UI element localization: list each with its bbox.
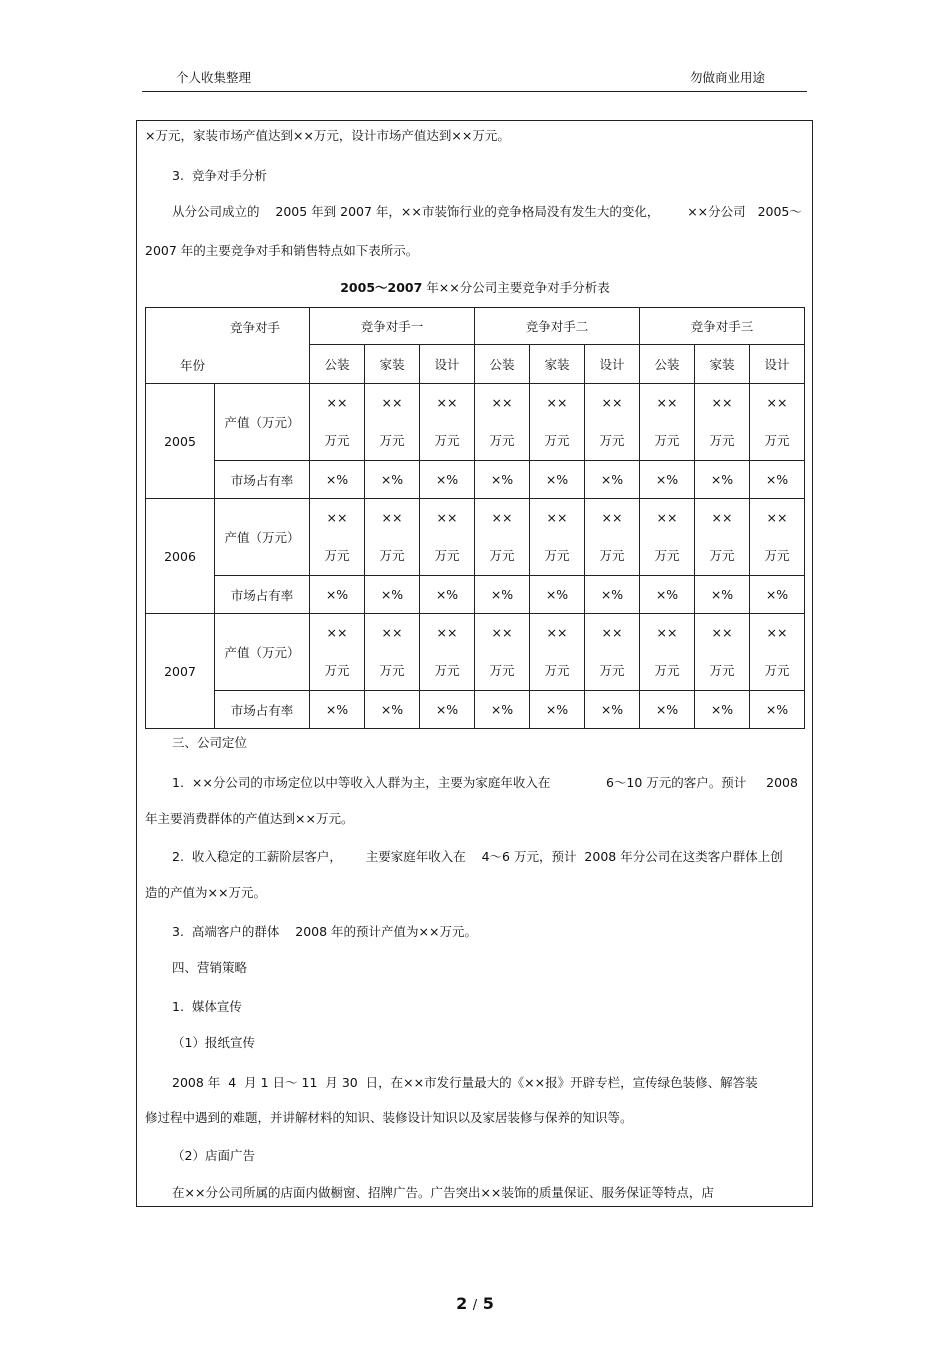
competitor-header: 竞争对手三	[640, 308, 805, 345]
value-placeholder: ××	[326, 510, 348, 525]
page-separator: /	[472, 1298, 478, 1313]
value-unit: 万元	[489, 663, 515, 678]
value-placeholder: ××	[546, 625, 568, 640]
row-label-value: 产值（万元）	[215, 384, 310, 461]
subheading-newspaper: （1）报纸宣传	[172, 1035, 255, 1050]
header-rule	[142, 91, 807, 92]
section-heading-marketing: 四、营销策略	[172, 960, 248, 975]
section-heading-positioning: 三、公司定位	[172, 735, 248, 750]
value-cell	[640, 384, 695, 461]
year-cell: 2006	[146, 499, 215, 614]
value-cell	[310, 384, 365, 461]
value-cell	[695, 384, 750, 461]
share-cell: ×%	[585, 461, 640, 499]
value-row	[146, 384, 805, 461]
corner-competitor-label: 竞争对手	[230, 320, 281, 335]
share-cell: ×%	[310, 691, 365, 729]
value-placeholder: ××	[711, 395, 733, 410]
total-pages: 5	[482, 1294, 494, 1313]
value-cell	[585, 499, 640, 576]
share-cell: ×%	[530, 461, 585, 499]
current-page: 2	[456, 1294, 468, 1313]
value-unit: 万元	[764, 433, 790, 448]
value-unit: 万元	[709, 433, 735, 448]
value-placeholder: ××	[766, 510, 788, 525]
share-cell: ×%	[585, 691, 640, 729]
share-cell: ×%	[475, 691, 530, 729]
share-row	[146, 576, 805, 614]
value-unit: 万元	[599, 548, 625, 563]
value-placeholder: ××	[381, 510, 403, 525]
share-cell: ×%	[365, 461, 420, 499]
share-cell: ×%	[365, 576, 420, 614]
value-unit: 万元	[599, 433, 625, 448]
value-unit: 万元	[544, 433, 570, 448]
competitor-header: 竞争对手一	[310, 308, 475, 345]
value-placeholder: ××	[436, 625, 458, 640]
value-row	[146, 614, 805, 691]
row-label-share: 市场占有率	[215, 691, 310, 729]
value-placeholder: ××	[491, 625, 513, 640]
value-unit: 万元	[544, 548, 570, 563]
paragraph-line: 2007 年的主要竞争对手和销售特点如下表所示。	[145, 243, 419, 258]
value-unit: 万元	[379, 663, 405, 678]
paragraph-line: 3. 高端客户的群体 2008 年的预计产值为××万元。	[172, 924, 477, 939]
share-cell: ×%	[695, 576, 750, 614]
share-cell: ×%	[640, 576, 695, 614]
table-corner-header	[146, 308, 310, 384]
value-placeholder: ××	[766, 395, 788, 410]
value-placeholder: ××	[436, 395, 458, 410]
value-unit: 万元	[654, 663, 680, 678]
subcol-header: 设计	[585, 345, 640, 384]
value-placeholder: ××	[711, 510, 733, 525]
value-cell	[420, 384, 475, 461]
value-placeholder: ××	[546, 395, 568, 410]
value-cell	[750, 499, 805, 576]
subcol-header: 家装	[530, 345, 585, 384]
share-cell: ×%	[585, 576, 640, 614]
value-unit: 万元	[489, 433, 515, 448]
value-placeholder: ××	[381, 395, 403, 410]
paragraph-line: 2. 收入稳定的工薪阶层客户， 主要家庭年收入在 4～6 万元，预计 2008 年分公司在这类客户群体上创	[172, 849, 783, 864]
corner-year-label: 年份	[180, 358, 206, 373]
value-unit: 万元	[324, 433, 350, 448]
share-cell: ×%	[420, 576, 475, 614]
value-placeholder: ××	[491, 510, 513, 525]
value-placeholder: ××	[656, 625, 678, 640]
value-unit: 万元	[489, 548, 515, 563]
section-heading-competitor-analysis: 3. 竞争对手分析	[172, 168, 267, 183]
value-unit: 万元	[764, 548, 790, 563]
value-placeholder: ××	[601, 625, 623, 640]
share-cell: ×%	[695, 691, 750, 729]
value-placeholder: ××	[656, 510, 678, 525]
row-label-share: 市场占有率	[215, 461, 310, 499]
value-cell	[640, 614, 695, 691]
value-cell	[420, 614, 475, 691]
paragraph-line: 年主要消费群体的产值达到××万元。	[145, 811, 354, 826]
table-title-text: 年××分公司主要竞争对手分析表	[422, 280, 610, 295]
value-cell	[530, 384, 585, 461]
value-cell	[310, 499, 365, 576]
value-placeholder: ××	[381, 625, 403, 640]
subheading-media: 1. 媒体宣传	[172, 999, 242, 1014]
row-label-value: 产值（万元）	[215, 499, 310, 576]
value-placeholder: ××	[601, 510, 623, 525]
paragraph-line: 在××分公司所属的店面内做橱窗、招牌广告。广告突出××装饰的质量保证、服务保证等特点，店	[172, 1185, 714, 1200]
value-cell	[365, 499, 420, 576]
value-placeholder: ××	[546, 510, 568, 525]
share-cell: ×%	[475, 576, 530, 614]
value-unit: 万元	[544, 663, 570, 678]
value-unit: 万元	[599, 663, 625, 678]
value-cell	[475, 499, 530, 576]
value-unit: 万元	[434, 663, 460, 678]
value-cell	[310, 614, 365, 691]
subcol-header: 公装	[640, 345, 695, 384]
paragraph-continuation: ×万元，家装市场产值达到××万元，设计市场产值达到××万元。	[145, 128, 510, 143]
share-cell: ×%	[640, 691, 695, 729]
paragraph-line: 1. ××分公司的市场定位以中等收入人群为主，主要为家庭年收入在 6～10 万元的客户。预计 2008	[172, 775, 798, 790]
value-cell	[750, 614, 805, 691]
value-placeholder: ××	[491, 395, 513, 410]
subcol-header: 公装	[475, 345, 530, 384]
value-placeholder: ××	[766, 625, 788, 640]
subcol-header: 设计	[750, 345, 805, 384]
value-unit: 万元	[324, 548, 350, 563]
competitor-header: 竞争对手二	[475, 308, 640, 345]
value-placeholder: ××	[711, 625, 733, 640]
share-row	[146, 691, 805, 729]
value-placeholder: ××	[326, 395, 348, 410]
value-cell	[640, 499, 695, 576]
subcol-header: 设计	[420, 345, 475, 384]
value-cell	[695, 499, 750, 576]
subcol-header: 家装	[695, 345, 750, 384]
subheading-store-ads: （2）店面广告	[172, 1148, 255, 1163]
value-cell	[530, 614, 585, 691]
page-number	[0, 1294, 950, 1313]
value-unit: 万元	[434, 548, 460, 563]
share-cell: ×%	[530, 576, 585, 614]
value-placeholder: ××	[601, 395, 623, 410]
share-cell: ×%	[750, 691, 805, 729]
share-cell: ×%	[750, 576, 805, 614]
share-cell: ×%	[695, 461, 750, 499]
paragraph-line: 造的产值为××万元。	[145, 885, 266, 900]
value-row	[146, 499, 805, 576]
share-cell: ×%	[750, 461, 805, 499]
share-cell: ×%	[420, 691, 475, 729]
value-unit: 万元	[654, 433, 680, 448]
year-cell: 2007	[146, 614, 215, 729]
share-cell: ×%	[310, 461, 365, 499]
share-cell: ×%	[475, 461, 530, 499]
value-cell	[585, 384, 640, 461]
value-unit: 万元	[379, 548, 405, 563]
value-unit: 万元	[434, 433, 460, 448]
value-cell	[475, 614, 530, 691]
value-cell	[695, 614, 750, 691]
value-unit: 万元	[654, 548, 680, 563]
paragraph-line: 从分公司成立的 2005 年到 2007 年，××市装饰行业的竞争格局没有发生大的变化， ××分公司 2005～	[172, 204, 802, 219]
value-unit: 万元	[709, 663, 735, 678]
row-label-share: 市场占有率	[215, 576, 310, 614]
value-placeholder: ××	[656, 395, 678, 410]
share-cell: ×%	[640, 461, 695, 499]
competitor-table	[145, 307, 805, 729]
value-unit: 万元	[764, 663, 790, 678]
table-title-years: 2005～2007	[340, 280, 423, 295]
row-label-value: 产值（万元）	[215, 614, 310, 691]
header-left-text: 个人收集整理	[176, 70, 252, 85]
paragraph-line: 2008 年 4 月 1 日～ 11 月 30 日，在××市发行量最大的《××报》开辟专栏，宣传绿色装修、解答装	[172, 1075, 758, 1090]
value-placeholder: ××	[436, 510, 458, 525]
value-placeholder: ××	[326, 625, 348, 640]
year-rows	[146, 384, 805, 729]
value-cell	[475, 384, 530, 461]
table-title	[0, 278, 950, 296]
value-cell	[420, 499, 475, 576]
subcol-header: 家装	[365, 345, 420, 384]
value-cell	[585, 614, 640, 691]
value-unit: 万元	[709, 548, 735, 563]
value-unit: 万元	[379, 433, 405, 448]
value-unit: 万元	[324, 663, 350, 678]
subcol-header: 公装	[310, 345, 365, 384]
paragraph-line: 修过程中遇到的难题，并讲解材料的知识、装修设计知识以及家居装修与保养的知识等。	[145, 1110, 633, 1125]
value-cell	[365, 614, 420, 691]
year-cell: 2005	[146, 384, 215, 499]
share-cell: ×%	[365, 691, 420, 729]
value-cell	[530, 499, 585, 576]
share-cell: ×%	[310, 576, 365, 614]
header-right-text: 勿做商业用途	[690, 70, 766, 85]
share-row	[146, 461, 805, 499]
share-cell: ×%	[420, 461, 475, 499]
value-cell	[365, 384, 420, 461]
value-cell	[750, 384, 805, 461]
share-cell: ×%	[530, 691, 585, 729]
